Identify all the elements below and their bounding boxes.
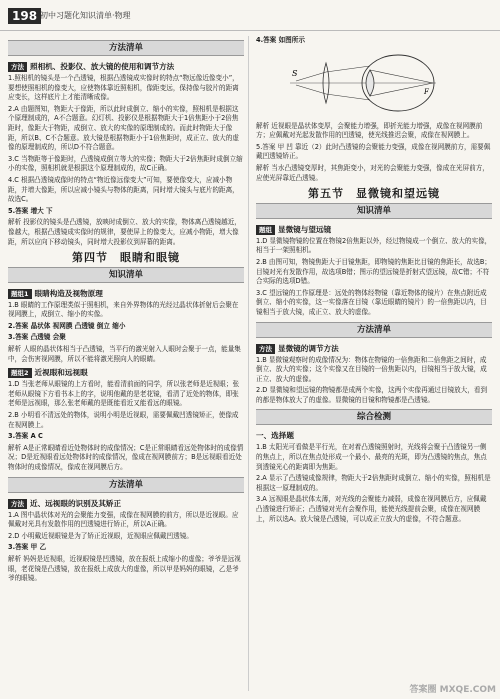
explanation-paragraph: 解析 A是正常眼睛看近处物体时的成像情况；C是正常眼睛看远处物体时的成像情况；D是近视眼看远处物体时的成像情况，像成在视网膜前方；B是远视眼看近处物体时的成像情况，像成在视网膜后方。 xyxy=(8,443,244,471)
section-bar-method: 方法清单 xyxy=(8,477,244,493)
explanation-paragraph: 解析 近视眼是晶状体变厚，会聚能力增强，即折光能力增强，成像在视网膜前方；应佩戴对光起发散作用的凹透镜，使光线推迟会聚，成像在视网膜上。 xyxy=(256,121,483,140)
answer-paragraph: 3.答案 甲 乙 xyxy=(8,543,47,552)
answer-paragraph: 4.答案 如图所示 xyxy=(256,36,305,44)
section-bar-test: 综合检测 xyxy=(256,409,492,425)
page-number: 198 xyxy=(8,8,41,24)
group-heading: 题组2 近视眼和远视眼 xyxy=(8,367,244,378)
section-title: 第五节 显微镜和望远镜 xyxy=(308,187,440,201)
page-header xyxy=(0,0,500,31)
method-heading: 方法 近、远视眼的识别及其矫正 xyxy=(8,498,244,509)
answer-paragraph: 3.C 当物距等于像距时，凸透镜成倒立等大的实像；物距大于2倍焦距时成倒立缩小的实像，照相机就是根据这个原理制成的，故C正确。 xyxy=(8,154,243,173)
explanation-paragraph: 解析 人眼的晶状体相当于凸透镜，当平行的激光射入人眼时会聚于一点，能量集中，会伤害视网膜，所以不能将激光照向人的眼睛。 xyxy=(8,345,241,363)
method-tag: 方法 xyxy=(8,62,27,72)
section-bar-knowledge: 知识清单 xyxy=(256,203,492,219)
group-tag: 题组2 xyxy=(8,368,32,378)
answer-paragraph: 1.D 显微镜物镜的位置在物镜2倍焦距以外，经过物镜成一个倒立、放大的实像，相当于一架照相机。 xyxy=(256,236,492,255)
answer-paragraph: 2.A 由题图知，物距大于像距，所以此时成倒立、缩小的实像，照相机是根据这个原理制成的，A不合题意。幻灯机、投影仪是根据物距大于1倍焦距小于2倍焦距时，像距大于物距，成倒立、放大的实像的原理制成的。而此时物距大于像距，所以B、C不合题意。放大镜是根据物距小于1倍焦距时，成正立、放大的虚像的原理制成的，所以D不符合题意。 xyxy=(8,104,239,152)
answer-paragraph: 1.B 太阳光可看做是平行光，在对着凸透镜照射时，光线将会聚于凸透镜另一侧的焦点上，所以在焦点处形成一个最小、最亮的光斑，即为凸透镜的焦点，焦点到透镜光心的距离即为焦距。 xyxy=(256,443,487,471)
answer-paragraph: 2.A 显示了凸透镜成像规律，物距大于2倍焦距时成倒立、缩小的实像，照相机是根据这一原理制成的。 xyxy=(256,474,491,492)
section-bar-knowledge: 知识清单 xyxy=(8,267,244,283)
answer-paragraph: 2.D 显微镜和望远镜的物镜都是成两个实像，这两个实像再通过目镜放大，看到的都是物体放大了的虚像。显微镜的目镜和物镜都是凸透镜。 xyxy=(256,386,488,404)
light-ray xyxy=(326,66,370,72)
answer-paragraph: 3.C 望远镜的工作原理是：远处的物体经物镜（靠近物体的镜片）在焦点附近成倒立、缩小的实像，这一实像落在目镜（靠近眼睛的镜片）的一倍焦距以内，目镜相当于放大镜，成正立、放大的虚像。 xyxy=(256,288,487,316)
explanation-paragraph: 解析 当水凸透镜变厚时，其焦距变小，对光的会聚能力变强，像成在光屏前方，应使光屏靠近凸透镜。 xyxy=(256,163,489,182)
label-f: F xyxy=(424,87,429,96)
answer-paragraph: 1.A 图中晶状体对光的会聚能力变强，成像在视网膜的前方，所以是近视眼。应佩戴对光具有发散作用的凹透镜进行矫正，所以A正确。 xyxy=(8,510,239,529)
answer-paragraph: 1.B 显微镜观察时的成像情况为：物体在物镜的一倍焦距和二倍焦距之间时，成倒立、放大的实像；这个实像又在目镜的一倍焦距以内，目镜相当于放大镜，成正立、放大的虚像。 xyxy=(256,355,487,383)
answer-paragraph: 4.C 根据凸透镜成像时的特点“物近像远像变大”可知，要使像变大，应减小物距，并增大像距，所以应减小镜头与物体的距离，同时增大镜头与底片的距离，故选C。 xyxy=(8,175,239,204)
group-heading: 题组 显微镜与望远镜 xyxy=(256,224,492,235)
answer-paragraph: 3.答案 凸透镜 会聚 xyxy=(8,333,66,342)
light-ray xyxy=(370,70,433,83)
crystalline-lens xyxy=(366,70,374,96)
group-heading: 题组1 眼睛构造及视物原理 xyxy=(8,288,244,299)
answer-paragraph: 3.答案 A C xyxy=(8,432,43,441)
answer-paragraph: 2.D 小明戴近视眼镜是为了矫正近视眼，近视眼应佩戴凹透镜。 xyxy=(8,531,193,540)
method-heading: 方法 照相机、投影仪、放大镜的使用和调节方法 xyxy=(8,61,244,72)
answer-paragraph: 5.答案 增大 下 xyxy=(8,206,53,215)
answer-paragraph: 2.B 由图可知，物镜焦距大于目镜焦距，即物镜的焦距比目镜的焦距长，故选B；目镜对光有发散作用，故选项B错；图示的望远镜是折射式望远镜，故C错；不符合实际的选项D错。 xyxy=(256,257,492,286)
method-tag: 方法 xyxy=(8,499,27,509)
light-ray xyxy=(326,94,370,100)
subsection-heading: 一、选择题 xyxy=(256,431,294,441)
answer-paragraph: 1.照相机的镜头是一个凸透镜，根据凸透镜成实像时的特点“物远像近像变小”，要想使照相机的像变大，应使物体靠近照相机，像距变远，保持像与胶片的距离应变长，这样底片上才能清晰成像。 xyxy=(8,74,239,102)
light-ray xyxy=(296,72,326,81)
light-ray xyxy=(296,85,326,94)
answer-paragraph: 2.答案 晶状体 视网膜 凸透镜 倒立 缩小 xyxy=(8,321,126,330)
section-bar-method: 方法清单 xyxy=(256,322,492,338)
answer-paragraph: 5.答案 甲 凹 靠近（2）此时凸透镜的会聚能力变强，成像在视网膜前方，需要佩戴凹透镜矫正。 xyxy=(256,142,491,161)
eye-diagram xyxy=(286,48,446,118)
label-s: S xyxy=(292,68,298,78)
book-title: 初中习题化知识清单·物理 xyxy=(40,11,131,20)
group-tag: 题组1 xyxy=(8,289,32,299)
section-title: 第四节 眼睛和眼镜 xyxy=(72,251,180,265)
explanation-paragraph: 解析 妈妈是近视眼，近视眼镜是凹透镜，放在报纸上成缩小的虚像；爷爷是远视眼，老花镜是凸透镜，放在报纸上成放大的虚像，所以甲是妈妈的眼镜，乙是爷爷的眼镜。 xyxy=(8,554,241,583)
method-heading: 方法 显微镜的调节方法 xyxy=(256,343,492,354)
left-column xyxy=(8,36,244,586)
answer-paragraph: 2.B 小明看不清远处的物体，说明小明是近视眼，需要佩戴凹透镜矫正，使像成在视网膜上。 xyxy=(8,411,239,429)
method-tag: 方法 xyxy=(256,344,275,354)
watermark: 答案圈 MXQE.COM xyxy=(409,685,496,695)
column-divider xyxy=(248,36,249,691)
explanation-paragraph: 解析 投影仪的镜头是凸透镜，放映时成倒立、放大的实像，物体离凸透镜越近，像越大，根据凸透镜成实像时的规律，要使屏上的像变大，应减小物距，增大像距，所以应向下移动镜头，同时增大投影仪到屏幕的距离。 xyxy=(8,218,241,246)
answer-paragraph: 3.A 远视眼是晶状体太薄，对光线的会聚能力减弱，成像在视网膜后方，应佩戴凸透镜进行矫正；凸透镜对光有会聚作用，能使光线提前会聚，成像在视网膜上，所以选A。放大镜是凸透镜，可以成正立放大的虚像，不符合题意。 xyxy=(256,495,487,523)
section-bar-method: 方法清单 xyxy=(8,40,244,56)
answer-paragraph: 1.B 眼睛的工作原理类似于照相机，来自外界物体的光经过晶状体折射后会聚在视网膜上，成倒立、缩小的实像。 xyxy=(8,300,239,319)
group-tag: 题组 xyxy=(256,225,275,235)
answer-paragraph: 1.D 当张老师从眼镜的上方看时，能看清前面的同学，所以张老师是近视眼；张老师从眼镜下方看书本上的字，说明他戴的是老花镜，看清了近处的物体，即张老师是远视眼，那么张老师戴的是既能看近又能看远的眼镜。 xyxy=(8,380,240,408)
right-column xyxy=(256,36,492,526)
